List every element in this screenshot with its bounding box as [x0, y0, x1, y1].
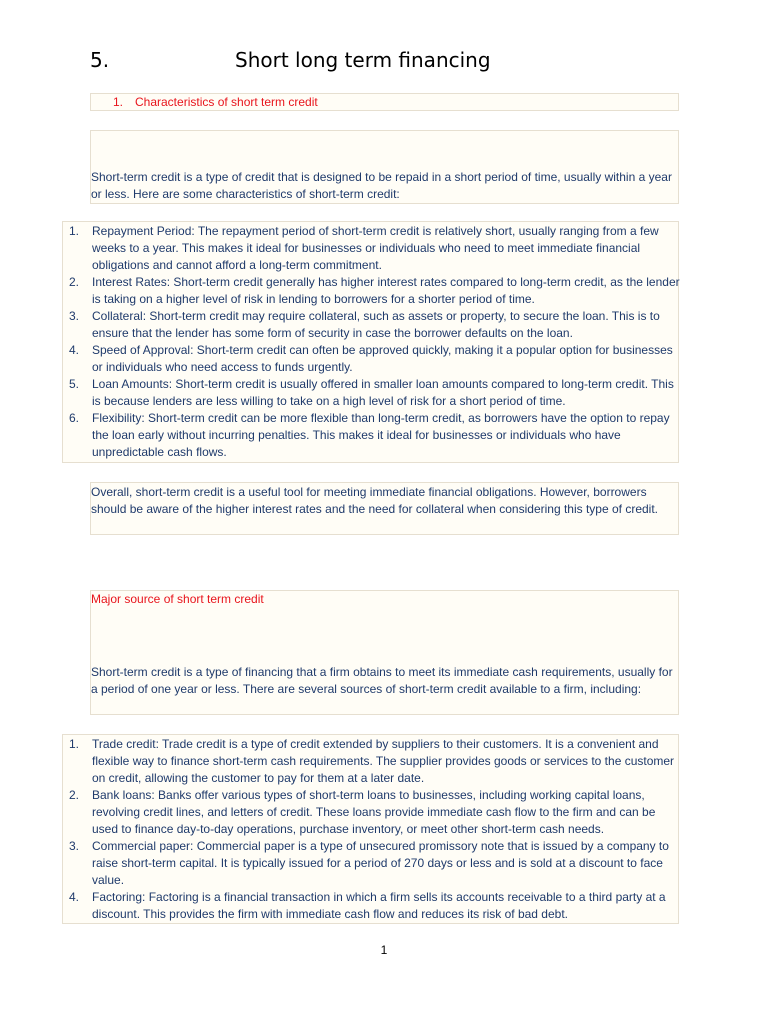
section1-number: 1. [113, 95, 124, 109]
list-item-text: Loan Amounts: Short-term credit is usually offered in smaller loan amounts compared to long-term credit. This is because lenders are less willing to take on a high level of risk for a short period of time. [92, 377, 674, 408]
overall-paragraph: Overall, short-term credit is a useful tool for meeting immediate financial obligations. However, borrowers should be aware of the higher interest rates and the need for collateral when considering this type of credit. [91, 485, 659, 516]
list-item-number: 1. [69, 737, 80, 751]
list-item-text: Trade credit: Trade credit is a type of credit extended by suppliers to their customers. It is a convenient and flexible way to finance short-term cash requirements. The supplier provides goods or services to the customer on credit, allowing the customer to pay for them at a later date. [92, 737, 675, 785]
list-item-text: Commercial paper: Commercial paper is a type of unsecured promissory note that is issued by a company to raise short-term capital. It is typically issued for a period of 270 days or less and is sold at a discount to face value. [92, 839, 669, 887]
heading-title: Short long term financing [235, 48, 491, 72]
list-item-number: 2. [69, 275, 80, 289]
overall-box [90, 482, 679, 535]
list-item-number: 6. [69, 411, 80, 425]
characteristics-list [63, 223, 680, 461]
list-item-text: Factoring: Factoring is a financial transaction in which a firm sells its accounts receivable to a third party at a discount. This provides the firm with immediate cash flow and reduces its risk of bad debt. [92, 890, 666, 921]
sources-list [63, 736, 680, 923]
list-item-number: 5. [69, 377, 80, 391]
list-item [63, 787, 680, 838]
list-item [63, 736, 680, 787]
list-item [63, 376, 680, 410]
list-item-text: Interest Rates: Short-term credit generally has higher interest rates compared to long-term credit, as the lender is taking on a higher level of risk in lending to borrowers for a shorter period of time. [92, 275, 680, 306]
list-item [63, 223, 680, 274]
list-item-text: Flexibility: Short-term credit can be more flexible than long-term credit, as borrowers have the option to repay the loan early without incurring penalties. This makes it ideal for businesses or individuals who have unpredictable cash flows. [92, 411, 670, 459]
section1-title-box [90, 93, 679, 111]
list-item [63, 410, 680, 461]
list-item-text: Speed of Approval: Short-term credit can often be approved quickly, making it a popular option for businesses or individuals who need access to funds urgently. [92, 343, 673, 374]
sources-list-box [62, 734, 679, 924]
page-heading [90, 48, 690, 78]
section1-intro: Short-term credit is a type of credit that is designed to be repaid in a short period of time, usually within a year or less. Here are some characteristics of short-term credit: [91, 170, 672, 201]
section1-intro-box [90, 130, 679, 204]
list-item-text: Bank loans: Banks offer various types of short-term loans to businesses, including working capital loans, revolving credit lines, and letters of credit. These loans provide immediate cash flow to the firm and can be used to finance day-to-day operations, purchase inventory, or meet other short-term cash needs. [92, 788, 656, 836]
section2-intro: Short-term credit is a type of financing that a firm obtains to meet its immediate cash requirements, usually for a period of one year or less. There are several sources of short-term credit available to a firm, including: [91, 665, 673, 696]
list-item-number: 4. [69, 343, 80, 357]
list-item [63, 838, 680, 889]
page-number: 1 [380, 943, 388, 957]
list-item [63, 889, 680, 923]
list-item [63, 342, 680, 376]
list-item-number: 3. [69, 309, 80, 323]
section1-title: Characteristics of short term credit [135, 95, 318, 109]
list-item-number: 4. [69, 890, 80, 904]
list-item [63, 308, 680, 342]
characteristics-list-box [62, 221, 679, 463]
list-item [63, 274, 680, 308]
section2-box [90, 590, 679, 715]
list-item-number: 1. [69, 224, 80, 238]
list-item-number: 3. [69, 839, 80, 853]
section2-title: Major source of short term credit [91, 592, 264, 606]
list-item-text: Collateral: Short-term credit may require collateral, such as assets or property, to secure the loan. This is to ensure that the lender has some form of security in case the borrower defaults on the loan. [92, 309, 660, 340]
list-item-number: 2. [69, 788, 80, 802]
heading-number: 5. [90, 48, 110, 72]
list-item-text: Repayment Period: The repayment period of short-term credit is relatively short, usually ranging from a few weeks to a year. This makes it ideal for businesses or individuals who need to meet immediate financial obligations and cannot afford a long-term commitment. [92, 224, 659, 272]
